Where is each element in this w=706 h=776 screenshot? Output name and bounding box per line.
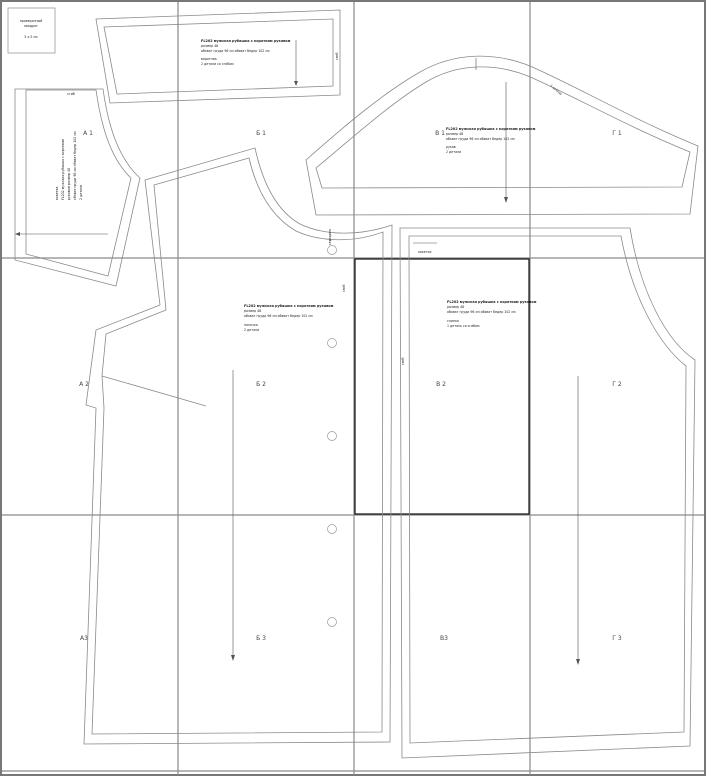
sleeve-label-4: рукав <box>446 145 456 149</box>
button-mark <box>328 618 337 627</box>
back-yoke-mark: кокетка <box>418 250 432 254</box>
sleeve-notch-label: 1 шлица <box>549 83 563 96</box>
collar-label-4: воротник <box>201 57 217 61</box>
front-label-2: размер 48 <box>244 309 262 313</box>
back-piece <box>400 228 695 758</box>
button-mark <box>328 339 337 348</box>
cell-label: Г 2 <box>612 381 622 388</box>
test-square <box>8 8 55 53</box>
back-label-1: FL202 мужская рубашка с коротким рукавом <box>447 300 537 304</box>
yoke-label-4: обхват груди 96 см обхват бедер 102 см <box>73 131 77 200</box>
cell-label: Б 3 <box>256 635 266 642</box>
cell-label: А 1 <box>83 130 93 137</box>
collar-fold-label: сгиб <box>335 52 339 60</box>
back-fold-label: сгиб <box>401 357 405 365</box>
sleeve-label-5: 2 детали <box>446 150 462 154</box>
back-label-2: размер 48 <box>447 305 465 309</box>
cell-label: В 1 <box>435 130 445 137</box>
back-label-5: 1 деталь со сгибом <box>447 324 480 328</box>
test-square-title-2: квадрат <box>24 24 38 28</box>
button-mark <box>328 432 337 441</box>
collar-label-3: обхват груди 96 см обхват бедер 102 см <box>201 49 270 53</box>
front-edge-label-1: середина <box>328 228 332 245</box>
sleeve-label-2: размер 48 <box>446 132 464 136</box>
yoke-label-3: рукавом размер 48 <box>67 167 71 200</box>
cell-label: А3 <box>80 635 88 642</box>
back-label-4: спинка <box>447 319 459 323</box>
collar-label-2: размер 48 <box>201 44 219 48</box>
yoke-label-1: кокетка <box>55 186 59 200</box>
front-edge-label-2: сгиб <box>342 284 346 292</box>
collar-label-5: 2 детали со сгибом <box>201 62 234 66</box>
cell-label: Б 1 <box>256 130 266 137</box>
button-mark <box>328 246 337 255</box>
front-label-3: обхват груди 96 см обхват бедер 102 см <box>244 314 313 318</box>
test-square-title-1: проверочный <box>19 19 43 23</box>
sheet-border <box>1 1 705 775</box>
sleeve-label-3: обхват груди 96 см обхват бедер 102 см <box>446 137 515 141</box>
front-label-1: FL202 мужская рубашка с коротким рукавом <box>244 304 334 308</box>
yoke-fold-label: сгиб <box>67 92 75 96</box>
front-piece <box>84 148 392 744</box>
yoke-label-5: 2 детали <box>79 184 83 200</box>
collar-piece <box>96 10 340 103</box>
sleeve-label-1: FL202 мужская рубашка с коротким рукавом <box>446 127 536 131</box>
cell-label: А 2 <box>79 381 89 388</box>
collar-label-1: FL202 мужская рубашка с коротким рукавом <box>201 39 291 43</box>
back-label-3: обхват груди 96 см обхват бедер 102 см <box>447 310 516 314</box>
cell-label: В3 <box>440 635 448 642</box>
yoke-label-2: FL202 мужская рубашка с коротким <box>61 139 65 200</box>
cell-label: В 2 <box>436 381 446 388</box>
cell-label: Б 2 <box>256 381 266 388</box>
button-mark <box>328 525 337 534</box>
test-square-size: 5 x 5 см <box>24 35 38 39</box>
yoke-piece <box>15 89 140 286</box>
front-label-5: 2 детали <box>244 328 260 332</box>
sleeve-piece <box>306 56 698 215</box>
cell-label: Г 1 <box>612 130 622 137</box>
cell-label: Г 3 <box>612 635 622 642</box>
front-label-4: полочка <box>244 323 258 327</box>
